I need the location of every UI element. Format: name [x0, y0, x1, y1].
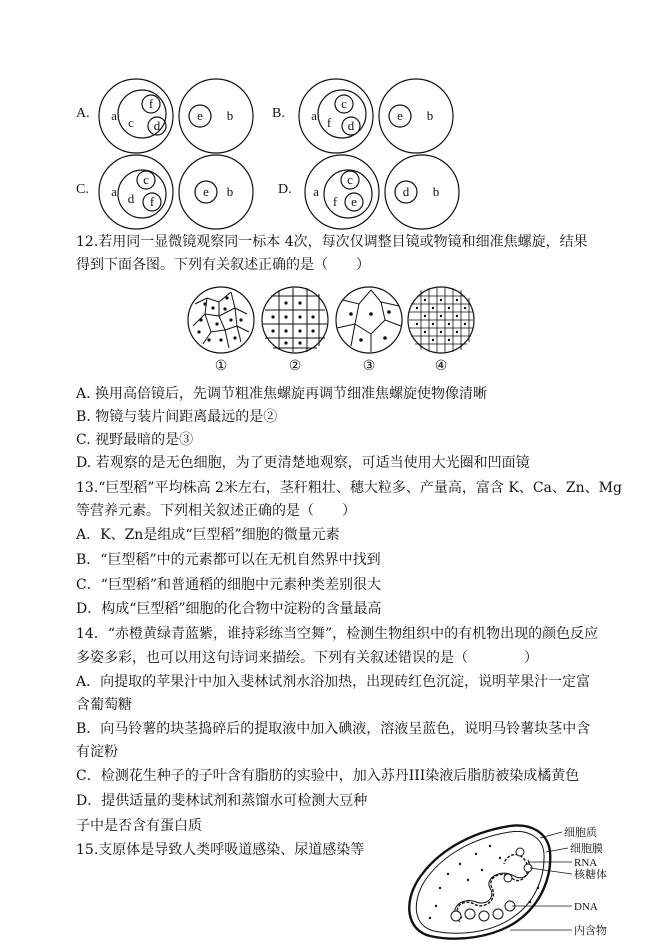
label-d: d: [127, 191, 135, 206]
label-d: d: [153, 118, 161, 133]
q14-option-c: C．检测花生种子的子叶含有脂肪的实验中，加入苏丹III染液后脂肪被染成橘黄色: [76, 768, 580, 784]
q12-option-a: A. 换用高倍镜后，先调节粗准焦螺旋再调节细准焦螺旋使物像清晰: [76, 386, 488, 402]
label-c: c: [347, 172, 353, 187]
mycoplasma-figure: [400, 818, 640, 942]
q12-option-c: C. 视野最暗的是③: [76, 432, 194, 448]
label-a: a: [313, 184, 319, 199]
q11-option-a-letter: A.: [76, 106, 90, 121]
q12-microscope-figure: [185, 284, 475, 374]
label-f: f: [149, 194, 155, 209]
field-of-view-1: [188, 287, 254, 353]
label-ribosome: 核糖体: [574, 869, 607, 881]
field-of-view-2: [262, 287, 328, 353]
q13-option-a: A．K、Zn是组成“巨型稻”细胞的微量元素: [76, 527, 340, 543]
q11-diagram-a: [96, 76, 256, 156]
q11-diagram-d: [302, 152, 462, 232]
field-of-view-4: [408, 287, 474, 353]
label-e: e: [351, 194, 357, 209]
label-f: f: [326, 115, 332, 130]
q15-stem: 15.支原体是导致人类呼吸道感染、尿道感染等: [76, 842, 365, 858]
q14-option-a-line1: A．向提取的苹果汁中加入斐林试剂水浴加热，出现砖红色沉淀，说明苹果汁一定富: [76, 674, 591, 690]
q13-stem-line2: 等营养元素。下列相关叙述正确的是（ ）: [76, 503, 356, 519]
q14-option-a-line2: 含葡萄糖: [76, 697, 132, 713]
label-b: b: [226, 184, 234, 199]
label-d: d: [347, 118, 355, 133]
label-f: f: [332, 194, 338, 209]
q14-stem-line1: 14．“赤橙黄绿青蓝紫，谁持彩练当空舞”，检测生物组织中的有机物出现的颜色反应: [76, 626, 599, 642]
q12-stem-line1: 12.若用同一显微镜观察同一标本 4次，每次仅调整目镜或物镜和细准焦螺旋，结果: [76, 234, 588, 250]
q12-option-d: D. 若观察的是无色细胞，为了更清楚地观察，可适当使用大光圈和凹面镜: [76, 455, 530, 471]
figure-label-3: ③: [362, 359, 376, 374]
label-a: a: [111, 108, 117, 123]
label-b: b: [432, 184, 440, 199]
label-e: e: [197, 108, 203, 123]
figure-label-4: ④: [434, 359, 448, 374]
label-b: b: [226, 108, 234, 123]
label-b: b: [426, 108, 434, 123]
label-f: f: [148, 96, 154, 111]
q12-stem-line2: 得到下面各图。下列有关叙述正确的是（ ）: [76, 257, 370, 273]
label-cytoplasm: 细胞质: [564, 827, 597, 839]
q14-option-b-line2: 有淀粉: [76, 744, 118, 760]
label-a: a: [111, 184, 117, 199]
q13-option-c: C．“巨型稻”和普通稻的细胞中元素种类差别很大: [76, 577, 382, 593]
field-of-view-3: [336, 287, 402, 353]
q11-diagram-c: [96, 152, 256, 232]
label-cell-membrane: 细胞膜: [570, 843, 603, 855]
q11-option-b-letter: B.: [272, 106, 285, 121]
q11-option-c-letter: C.: [76, 182, 89, 197]
q11-option-d-letter: D.: [278, 182, 292, 197]
label-dna: DNA: [574, 901, 598, 913]
q11-diagram-b: [296, 76, 456, 156]
q14-option-b-line1: B．向马铃薯的块茎捣碎后的提取液中加入碘液，溶液呈蓝色，说明马铃薯块茎中含: [76, 721, 591, 737]
label-e: e: [203, 184, 209, 199]
label-c: c: [341, 96, 347, 111]
label-d: d: [402, 184, 410, 199]
q14-stem-line2: 多姿多彩，也可以用这句诗词来描绘。下列有关叙述错误的是（ ）: [76, 650, 538, 666]
label-c: c: [143, 172, 149, 187]
q14-option-d-line1: D．提供适量的斐林试剂和蒸馏水可检测大豆种: [76, 793, 368, 809]
figure-label-2: ②: [288, 359, 302, 374]
q14-option-d-line2: 子中是否含有蛋白质: [76, 818, 202, 834]
label-c: c: [128, 115, 134, 130]
q13-option-d: D．构成“巨型稻”细胞的化合物中淀粉的含量最高: [76, 601, 382, 617]
label-inclusion: 内含物: [574, 925, 607, 937]
q12-option-b: B. 物镜与装片间距离最远的是②: [76, 409, 278, 425]
label-a: a: [311, 108, 317, 123]
label-e: e: [397, 108, 403, 123]
figure-label-1: ①: [214, 359, 228, 374]
label-rna: RNA: [574, 857, 598, 869]
q13-stem-line1: 13.“巨型稻”平均株高 2米左右，茎秆粗壮、穗大粒多、产量高，富含 K、Ca、Zn、Mg: [76, 480, 622, 496]
q13-option-b: B．“巨型稻”中的元素都可以在无机自然界中找到: [76, 552, 381, 568]
